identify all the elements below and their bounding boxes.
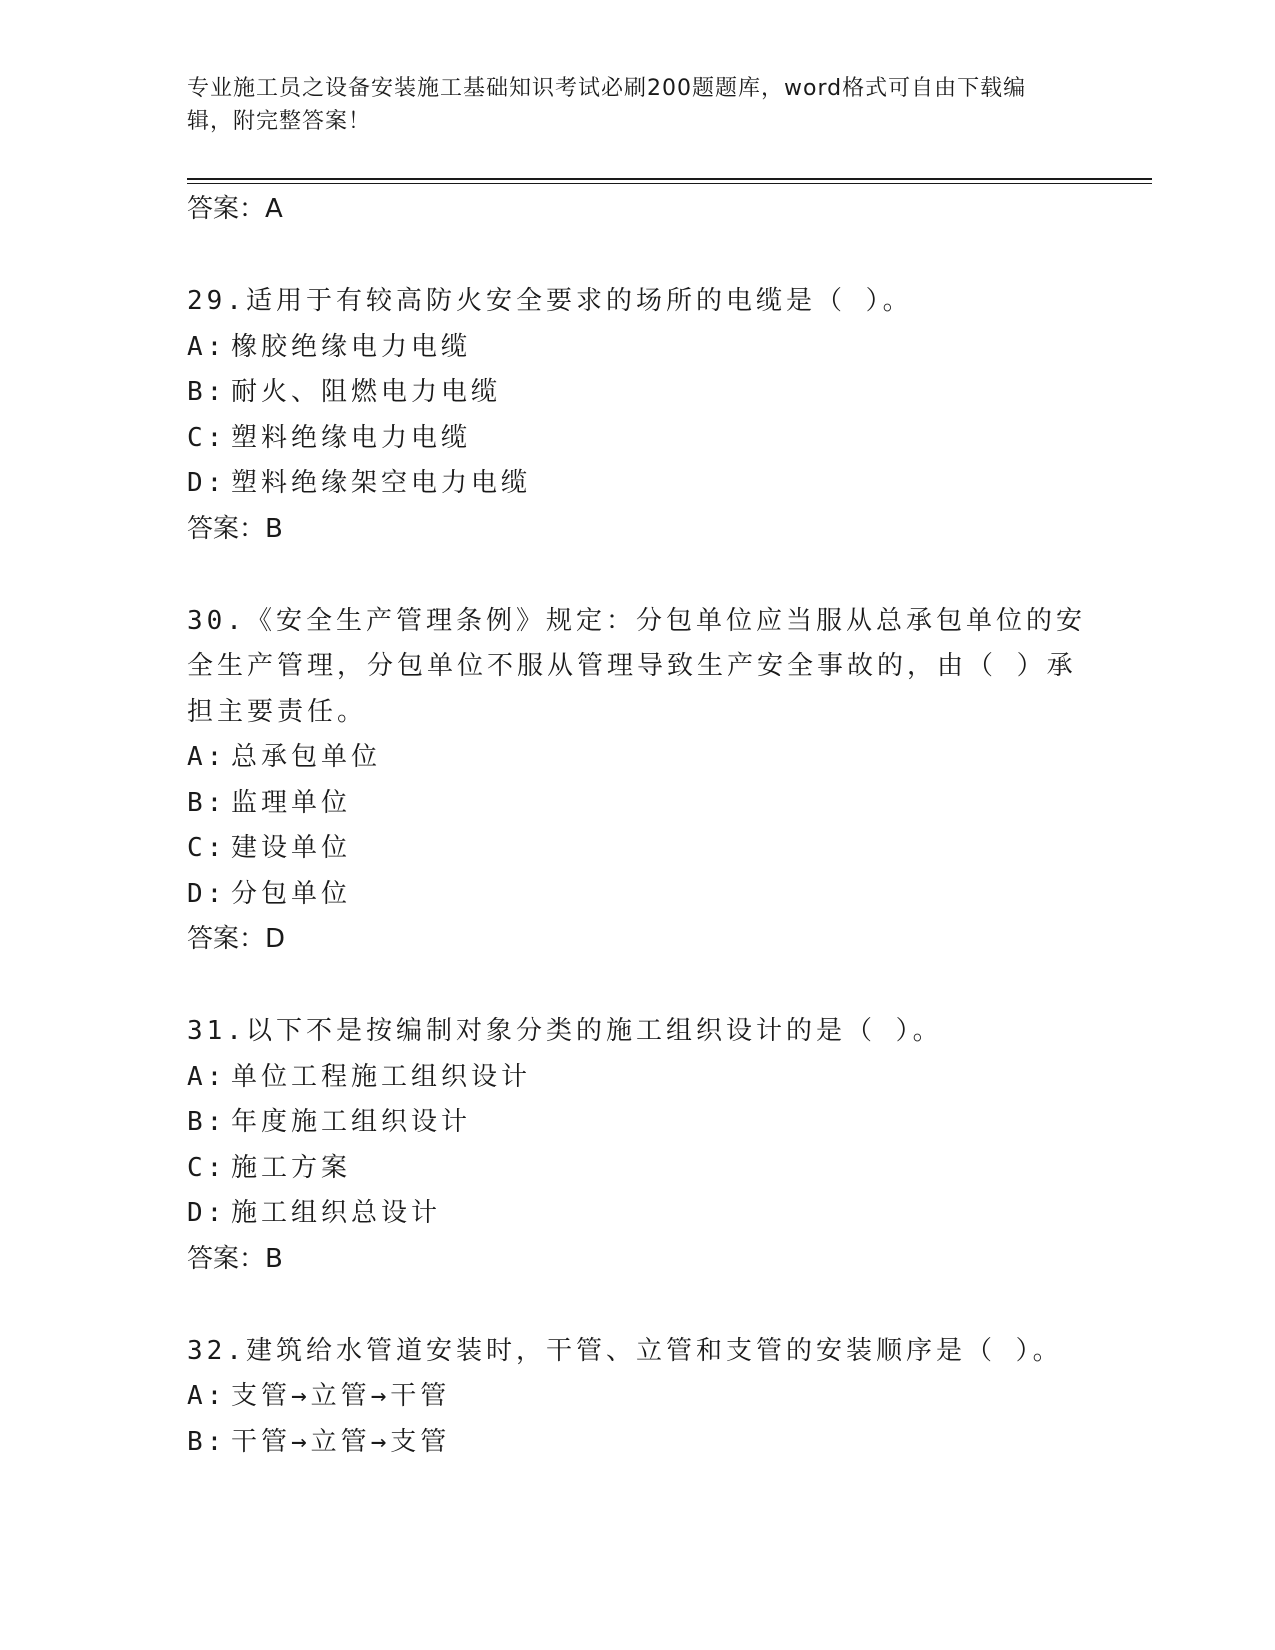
option-key: C: bbox=[187, 1152, 227, 1183]
question-30-option-c bbox=[187, 826, 1087, 872]
option-text: 塑料绝缘架空电力电缆 bbox=[231, 468, 532, 498]
question-29-text: 29.适用于有较高防火安全要求的场所的电缆是（ ）。 bbox=[187, 286, 913, 316]
option-key: C: bbox=[187, 422, 227, 453]
question-31-option-a bbox=[187, 1055, 1087, 1101]
option-text: 单位工程施工组织设计 bbox=[231, 1061, 532, 1092]
answer-30: 答案：D bbox=[187, 924, 286, 954]
question-30-option-a bbox=[187, 735, 1087, 781]
question-32 bbox=[187, 1329, 1087, 1466]
question-29-option-a bbox=[187, 325, 1087, 371]
question-31-option-c bbox=[187, 1146, 1087, 1192]
question-32-option-b bbox=[187, 1420, 1087, 1466]
option-key: B: bbox=[187, 787, 227, 818]
option-key: D: bbox=[187, 1198, 227, 1228]
answer-31: 答案：B bbox=[187, 1243, 283, 1274]
question-29-option-b bbox=[187, 370, 1087, 416]
option-key: C: bbox=[187, 833, 227, 863]
question-31-text: 31.以下不是按编制对象分类的施工组织设计的是（ ）。 bbox=[187, 1016, 943, 1046]
option-key: D: bbox=[187, 878, 227, 909]
option-text: 橡胶绝缘电力电缆 bbox=[231, 331, 472, 362]
option-text: 总承包单位 bbox=[231, 742, 382, 772]
question-31-option-b bbox=[187, 1100, 1087, 1146]
question-30-text: 30.《安全生产管理条例》规定：分包单位应当服从总承包单位的安全生产管理，分包单位不服从管理导致生产安全事故的，由（ ）承担主要责任。 bbox=[187, 605, 1086, 727]
option-key: B: bbox=[187, 1426, 227, 1457]
option-key: B: bbox=[187, 377, 227, 407]
option-key: A: bbox=[187, 331, 227, 362]
question-29-option-d bbox=[187, 461, 1087, 507]
option-text: 年度施工组织设计 bbox=[231, 1107, 472, 1137]
option-key: B: bbox=[187, 1107, 227, 1137]
document-body bbox=[187, 187, 1087, 1465]
option-key: D: bbox=[187, 468, 227, 498]
question-29-option-c bbox=[187, 416, 1087, 462]
answer-28: 答案：A bbox=[187, 194, 283, 224]
question-30-option-b bbox=[187, 781, 1087, 827]
option-text: 塑料绝缘电力电缆 bbox=[231, 422, 472, 453]
answer-29: 答案：B bbox=[187, 513, 283, 544]
header-divider-thick bbox=[187, 178, 1152, 180]
question-30-option-d bbox=[187, 872, 1087, 918]
question-31-option-d bbox=[187, 1191, 1087, 1237]
option-text: 耐火、阻燃电力电缆 bbox=[231, 377, 502, 407]
document-header: 专业施工员之设备安装施工基础知识考试必刷200题题库，word格式可自由下载编辑，附完整答案！ bbox=[187, 76, 1027, 134]
option-text: 分包单位 bbox=[231, 878, 352, 909]
question-32-option-a bbox=[187, 1374, 1087, 1420]
option-text: 施工组织总设计 bbox=[231, 1198, 442, 1228]
option-text: 支管→立管→干管 bbox=[231, 1381, 451, 1411]
question-31 bbox=[187, 1009, 1087, 1282]
option-text: 施工方案 bbox=[231, 1152, 352, 1183]
header-divider-thin bbox=[187, 183, 1152, 184]
option-text: 干管→立管→支管 bbox=[231, 1426, 451, 1457]
option-text: 建设单位 bbox=[231, 833, 352, 863]
option-key: A: bbox=[187, 1061, 227, 1092]
question-32-text: 32.建筑给水管道安装时，干管、立管和支管的安装顺序是（ ）。 bbox=[187, 1335, 1063, 1366]
question-30 bbox=[187, 599, 1087, 963]
question-29 bbox=[187, 279, 1087, 552]
option-key: A: bbox=[187, 742, 227, 772]
option-key: A: bbox=[187, 1381, 227, 1411]
option-text: 监理单位 bbox=[231, 787, 352, 818]
